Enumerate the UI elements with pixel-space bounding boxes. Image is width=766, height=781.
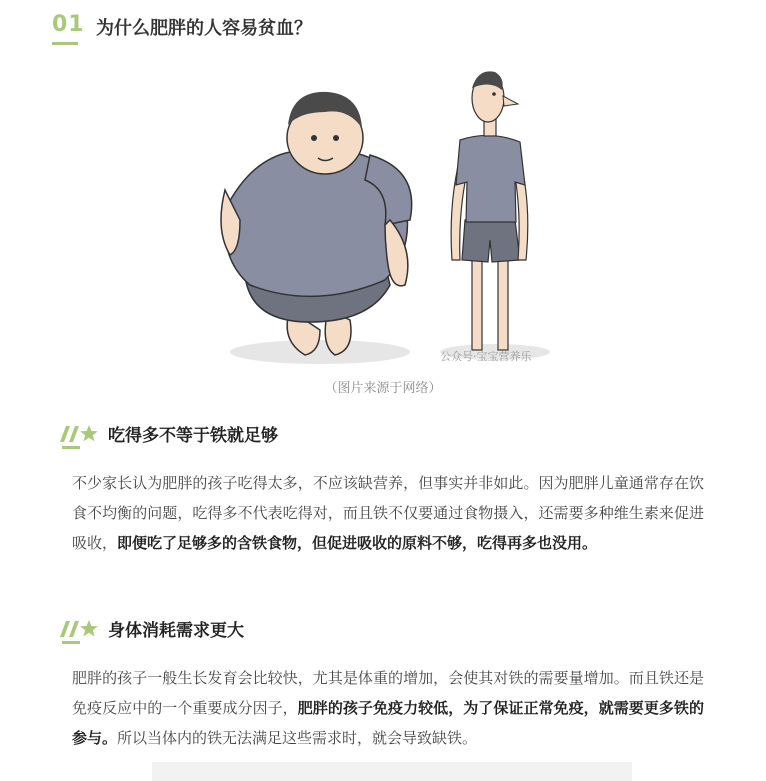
subsection-heading-1 bbox=[56, 420, 556, 450]
subsection-title-2: 身体消耗需求更大 bbox=[108, 621, 244, 641]
paragraph-1 bbox=[72, 468, 704, 558]
image-watermark: 公众号·宝宝营养乐 bbox=[440, 350, 532, 363]
double-slash-star-icon bbox=[56, 615, 100, 641]
subsection-underline bbox=[62, 446, 80, 449]
fat-person-figure bbox=[221, 92, 412, 355]
paragraph-2-text-b: 所以当体内的铁无法满足这些需求时，就会导致缺铁。 bbox=[117, 729, 478, 747]
section-number: 01 bbox=[52, 12, 85, 37]
section-number-underline bbox=[52, 42, 78, 45]
double-slash-star-icon bbox=[56, 420, 100, 446]
next-image-placeholder bbox=[152, 762, 632, 781]
paragraph-1-text: 不少家长认为肥胖的孩子吃得太多，不应该缺营养，但事实并非如此。因为肥胖儿童通常存在饮食不均衡的问题，吃得多不代表吃得对，而且铁不仅要通过食物摄入，还需要多种维生素来促进吸收， bbox=[72, 474, 704, 552]
paragraph-2-text-a: 肥胖的孩子一般生长发育会比较快，尤其是体重的增加，会使其对铁的需要量增加。而且铁还是免疫反应中的一个重要成分因子， bbox=[72, 669, 704, 717]
section-title: 为什么肥胖的人容易贫血？ bbox=[96, 18, 312, 39]
subsection-title-1: 吃得多不等于铁就足够 bbox=[108, 426, 278, 446]
image-caption: （图片来源于网络） bbox=[324, 381, 442, 396]
paragraph-2 bbox=[72, 663, 704, 753]
subsection-heading-2 bbox=[56, 615, 556, 645]
illustration-fat-vs-thin bbox=[220, 60, 560, 370]
thin-person-figure bbox=[451, 71, 528, 350]
section-heading bbox=[52, 8, 452, 48]
paragraph-2-emphasis: 肥胖的孩子免疫力较低，为了保证正常免疫，就需要更多铁的参与。 bbox=[72, 699, 704, 747]
paragraph-1-emphasis: 即便吃了足够多的含铁食物，但促进吸收的原料不够，吃得再多也没用。 bbox=[117, 534, 598, 552]
subsection-underline bbox=[62, 641, 80, 644]
